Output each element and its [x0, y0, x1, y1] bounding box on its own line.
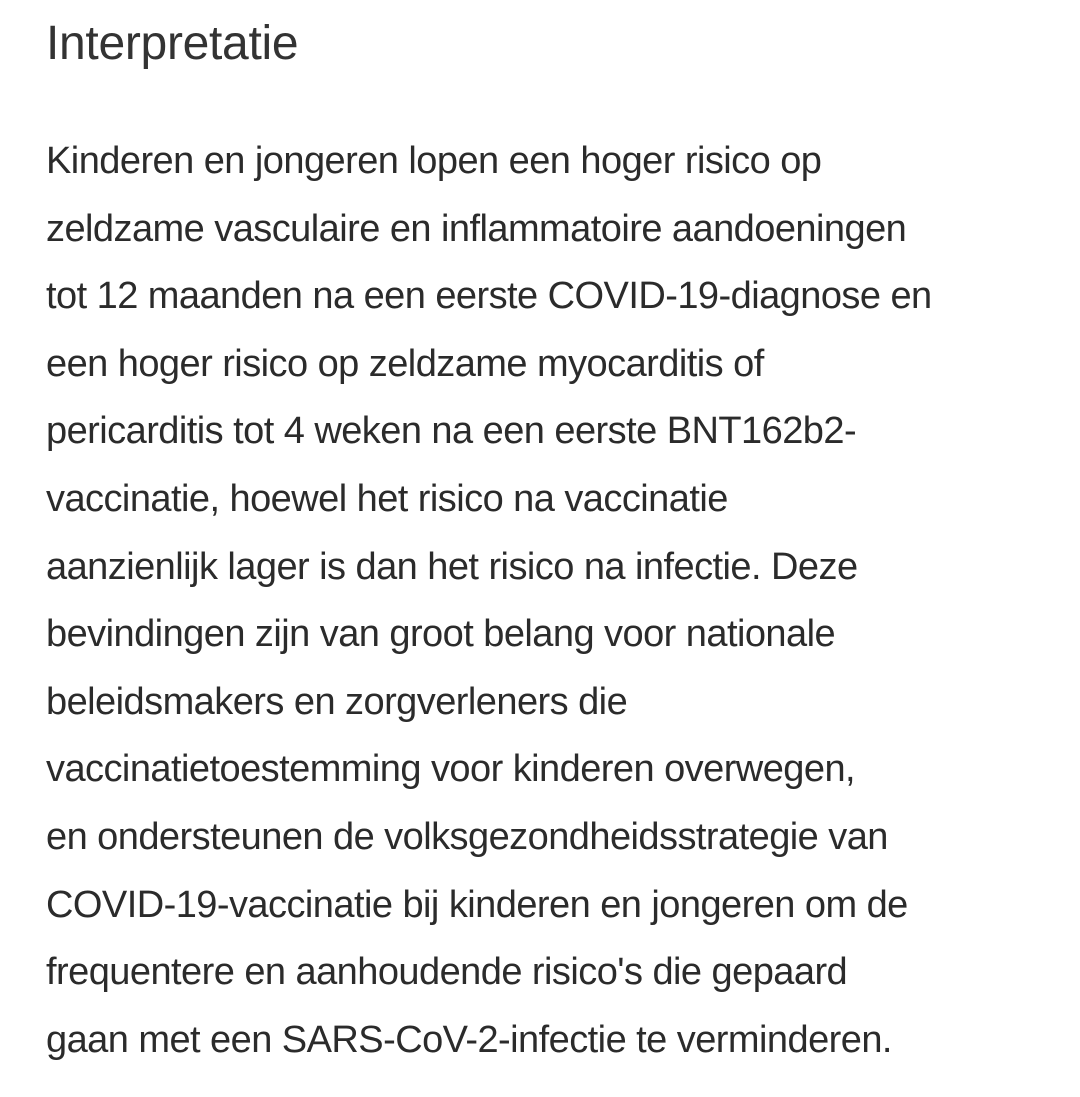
paragraph-line: zeldzame vasculaire en inflammatoire aandoeningen [46, 207, 907, 250]
paragraph-line: beleidsmakers en zorgverleners die [46, 680, 628, 723]
paragraph-line: pericarditis tot 4 weken na een eerste BNT162b2- [46, 410, 857, 453]
paragraph-line: aanzienlijk lager is dan het risico na infectie. Deze [46, 545, 858, 588]
paragraph-line: COVID-19-vaccinatie bij kinderen en jongeren om de [46, 883, 908, 926]
paragraph-line: en ondersteunen de volksgezondheidsstrategie van [46, 815, 888, 858]
paragraph-line: tot 12 maanden na een eerste COVID-19-diagnose en [46, 275, 932, 318]
interpretation-paragraph [46, 128, 1046, 1074]
paragraph-line: Kinderen en jongeren lopen een hoger risico op [46, 140, 822, 182]
paragraph-line: vaccinatietoestemming voor kinderen overwegen, [46, 748, 856, 791]
paragraph-line: bevindingen zijn van groot belang voor nationale [46, 613, 836, 656]
paragraph-line: een hoger risico op zeldzame myocarditis of [46, 342, 764, 385]
interpretation-section [46, 0, 1046, 1074]
paragraph-line: vaccinatie, hoewel het risico na vaccinatie [46, 477, 728, 520]
section-heading: Interpretatie [46, 17, 299, 70]
paragraph-line: frequentere en aanhoudende risico's die gepaard [46, 951, 848, 994]
paragraph-line: gaan met een SARS-CoV-2-infectie te verminderen. [46, 1018, 892, 1061]
